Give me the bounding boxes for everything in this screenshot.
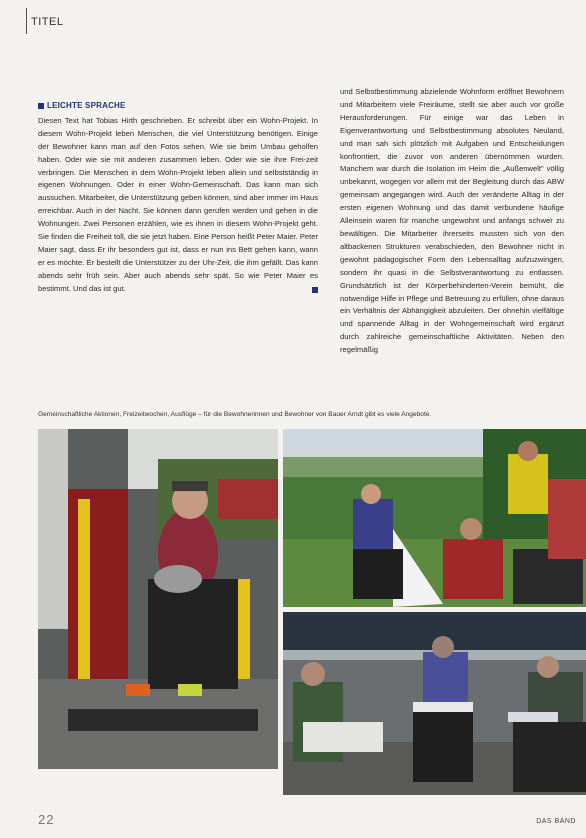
photo-group-activity [283,612,586,795]
easy-language-heading [38,100,318,113]
easy-language-body [38,115,318,296]
photo-excursion [283,429,586,607]
photo-wheelchair-lift [38,429,278,769]
photo-caption: Gemeinschaftliche Aktionen, Freizeitwochen, Ausflüge – für die Bewohnerinnen und Bewohner von Bauer Arndt gibt es viele Angebote. [38,411,432,418]
section-label: TITEL [31,16,64,28]
magazine-name: DAS BAND [536,818,576,825]
end-square-icon [312,287,318,293]
easy-language-text: Diesen Text hat Tobias Hirth geschrieben. Er schreibt über ein Wohn-Projekt. In diesem Wohn-Projekt leben Menschen, die viel Unterstützung benötigen. Einige der Bewohner kann man auf den Fotos sehen. Wie sie beim Umbau geholfen haben. Oder wie sie mit anderen zusammen leben. Oder wie sie ihre Frei-zeit verbringen. Die Menschen in dem Wohn-Projekt leben allein und selbstständig in eigenen Wohnungen. Oder in einer Wohn-Gemeinschaft. Das kann man sich aussuchen. Mitarbeiter, die Unterstützung geben können, sind aber immer im Haus erreichbar. Auch in der Nacht. Sie können dann gerufen werden und gehen in die Wohnungen. Zwei Personen erzählen, wie es ihnen in diesem Wohn-Projekt geht. Sie finden die Freiheit toll, die sie jetzt haben. Eine Person heißt Peter Maier. Peter Maier sagt, dass Er ihr besonders gut ist, dass er nun ins Bett gehen kann, wann er es möchte. Er bestellt die Unterstützer zu der Uhr-Zeit, die ihm gefällt. Das kann abends sehr früh sein. Aber auch abends sehr spät. So wie Peter Maier es bestimmt. Und das ist gut. [38,115,318,293]
section-rule [26,8,27,34]
left-column [38,100,318,296]
heading-text: LEICHTE SPRACHE [47,101,126,110]
photo-excursion-image [283,429,586,607]
article-text: und Selbstbestimmung abzielende Wohnform eröffnet Bewohnern und Mitarbeitern viele Freiräume, stellt sie aber auch vor große Herausforderungen. Für einige war das Leben in Eigenverantwortung und Selbstbestimmung absolutes Neuland, und man sah sich plötzlich mit Aufgaben und Entscheidungen konfrontiert, die zuvor von anderen übernommen wurden. Manchem war durch die Isolation im Heim die „Außenwelt" völlig unbekannt, wogegen vor allem mit der Begleitung durch das ABW gemeinsam angegangen wird. Auch der veränderte Alltag in der ersten eigenen Wohnung und das damit verbundene häufige Alleinsein waren für manche ungewohnt und anfangs schwer zu bewältigen. Die Mitarbeiter ihrerseits mussten sich von den altbackenen Strukturen verabschieden, den Bewohner nicht in gewohnt pädagogischer Form den Lebensalltag aufzuzwingen, sondern ihr quasi in die Selbstverantwortung zu entlassen. Grundsätzlich ist der Körperbehinderten-Verein bemüht, die notwendige Hilfe in Pflege und Betreuung zu erfüllen, ohne daraus ein Verhältnis der Abhängigkeit abzuleiten. Der ohnehin vielfältige und spannende Alltag in der Wohngemeinschaft wird ergänzt durch zahlreiche gemeinschaftliche Aktivitäten. Neben den regelmäßig [340,87,564,355]
right-column [340,86,564,357]
photo-wheelchair-lift-image [38,429,278,769]
photo-group-activity-image [283,612,586,795]
square-bullet-icon [38,103,44,109]
page-number: 22 [38,812,55,827]
